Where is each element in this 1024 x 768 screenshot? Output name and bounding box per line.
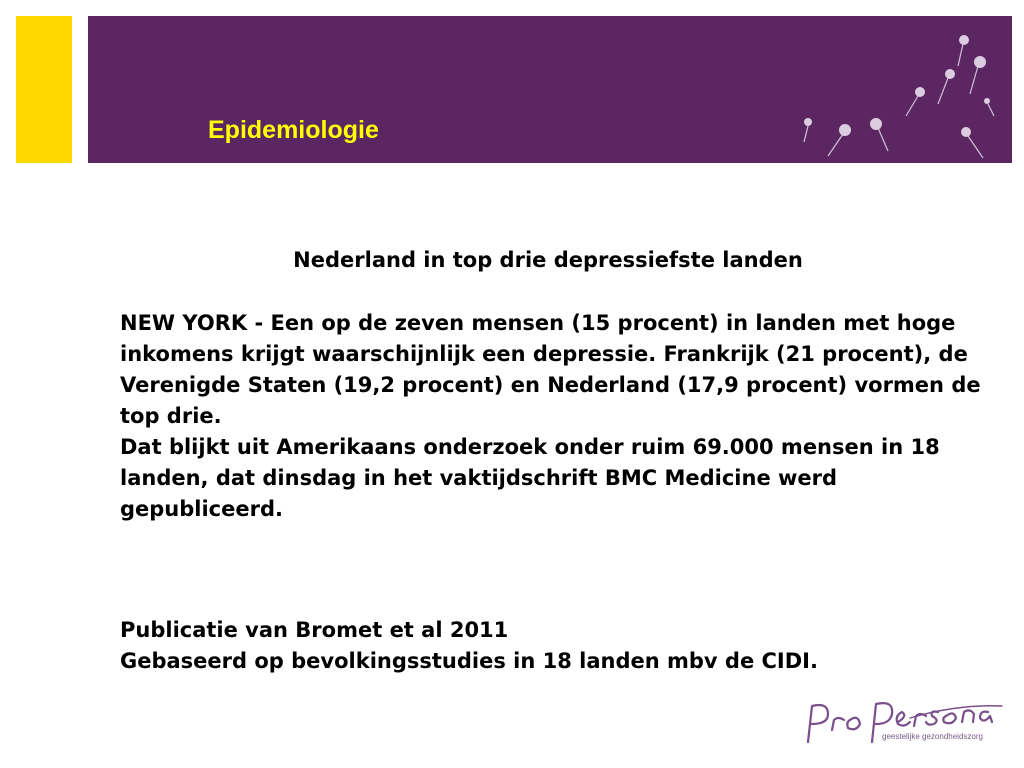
article-body (120, 308, 990, 525)
yellow-accent-bar (16, 16, 72, 163)
publication-basis: Gebaseerd op bevolkingsstudies in 18 landen mbv de CIDI. (120, 649, 818, 673)
header-band (88, 16, 1012, 163)
slide-title: Epidemiologie (208, 116, 379, 144)
publication-info (120, 615, 1000, 677)
publication-reference: Publicatie van Bromet et al 2011 (120, 618, 509, 642)
article-paragraph-1: NEW YORK - Een op de zeven mensen (15 procent) in landen met hoge inkomens krijgt waarschijnlijk een depressie. Frankrijk (21 procent), de Verenigde Staten (19,2 procent) en Nederland (17,9 procent) vormen de top drie. (120, 311, 981, 428)
article-headline: Nederland in top drie depressiefste landen (293, 248, 803, 272)
propersona-logo (798, 690, 1008, 750)
article-paragraph-2: Dat blijkt uit Amerikaans onderzoek onder ruim 69.000 mensen in 18 landen, dat dinsdag in het vaktijdschrift BMC Medicine werd gepubliceerd. (120, 435, 940, 521)
logo-tagline: geestelijke gezondheidszorg (882, 732, 983, 741)
